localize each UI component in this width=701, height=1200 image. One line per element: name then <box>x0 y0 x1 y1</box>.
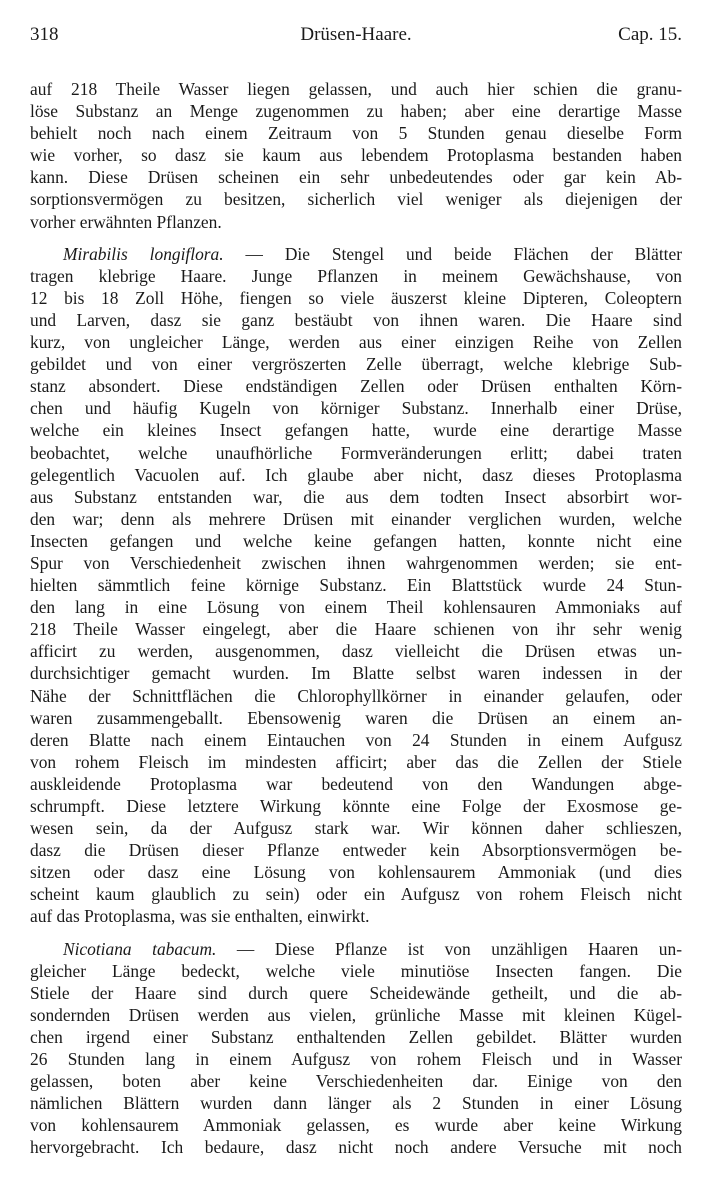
text-line: kurz, von ungleicher Länge, werden aus einer einzigen Reihe von Zellen <box>30 332 682 353</box>
text-fragment: — Die Stengel und beide Flächen der Blätter <box>223 243 682 264</box>
page-number: 318 <box>30 24 59 45</box>
text-line: den war; denn als mehrere Drüsen mit einander verglichen wurden, welche <box>30 508 682 529</box>
page-body <box>30 78 682 1159</box>
text-line: und Larven, dasz sie ganz bestäubt von ihnen waren. Die Haare sind <box>30 309 682 330</box>
text-line: stanz absondert. Diese endständigen Zellen oder Drüsen enthalten Körn- <box>30 376 682 397</box>
text-line: schrumpft. Diese letztere Wirkung könnte eine Folge der Exosmose ge- <box>30 796 682 816</box>
text-line: Stiele der Haare sind durch quere Scheidewände getheilt, und die ab- <box>30 982 682 1003</box>
text-line: aus Substanz entstanden war, die aus dem todten Insect absorbirt wor- <box>30 486 682 507</box>
text-line: auskleidende Protoplasma war bedeutend von den Wandungen abge- <box>30 773 682 794</box>
text-line: tragen klebrige Haare. Junge Pflanzen in meinem Gewächshause, von <box>30 265 682 286</box>
text-line: chen und häufig Kugeln von körniger Substanz. Innerhalb einer Drüse, <box>30 398 682 419</box>
paragraph-mirabilis <box>30 243 682 928</box>
page-header <box>30 24 682 52</box>
text-line: auf 218 Theile Wasser liegen gelassen, und auch hier schien die granu- <box>30 79 682 99</box>
text-line: wesen sein, da der Aufgusz stark war. Wir können daher schlieszen, <box>30 818 682 839</box>
text-line: hervorgebracht. Ich bedaure, dasz nicht noch andere Versuche mit noch <box>30 1137 682 1158</box>
text-line: vorher erwähnten Pflanzen. <box>30 211 222 232</box>
text-line: nämlichen Blättern wurden dann länger als 2 Stunden in einer Lösung <box>30 1093 682 1114</box>
text-line: gleicher Länge bedeckt, welche viele minutiöse Insecten fangen. Die <box>30 960 682 981</box>
text-line: auf das Protoplasma, was sie enthalten, einwirkt. <box>30 906 370 927</box>
text-line: hielten sämmtlich feine körnige Substanz. Ein Blattstück wurde 24 Stun- <box>30 575 682 596</box>
text-line: sondernden Drüsen werden aus vielen, grünliche Masse mit kleinen Kügel- <box>30 1004 682 1025</box>
text-line: gebildet und von einer vergröszerten Zelle überragt, welche klebrige Sub- <box>30 354 682 375</box>
text-line: durchsichtiger gemacht wurden. Im Blatte selbst waren indessen in der <box>30 663 682 684</box>
paragraph-continuation <box>30 78 682 233</box>
text-line: Nähe der Schnittflächen die Chlorophyllkörner in einander gelaufen, oder <box>30 685 682 706</box>
text-line: afficirt zu werden, ausgenommen, dasz vielleicht die Drüsen etwas un- <box>30 641 682 662</box>
text-line: Spur von Verschiedenheit zwischen ihnen wahrgenommen werden; sie ent- <box>30 552 682 573</box>
text-line: deren Blatte nach einem Eintauchen von 24 Stunden in einem Aufgusz <box>30 729 682 750</box>
text-line: sitzen oder dasz eine Lösung von kohlensaurem Ammoniak (und dies <box>30 862 682 883</box>
text-line: scheint kaum glaublich zu sein) oder ein Aufgusz von rohem Fleisch nicht <box>30 884 682 905</box>
text-line: 12 bis 18 Zoll Höhe, fiengen so viele äuszerst kleine Dipteren, Coleoptern <box>30 287 682 308</box>
text-line: den lang in eine Lösung von einem Theil kohlensauren Ammoniaks auf <box>30 597 682 618</box>
text-line: behielt noch nach einem Zeitraum von 5 Stunden genau dieselbe Form <box>30 123 682 144</box>
text-line: Insecten gefangen und welche keine gefangen hatten, konnte nicht eine <box>30 530 682 551</box>
text-line: chen irgend einer Substanz enthaltenden Zellen gebildet. Blätter wurden <box>30 1026 682 1047</box>
book-page <box>30 24 682 1159</box>
text-line: löse Substanz an Menge zugenommen zu haben; aber eine derartige Masse <box>30 101 682 122</box>
text-line <box>30 243 682 265</box>
text-line: dasz die Drüsen dieser Pflanze entweder kein Absorptionsvermögen be- <box>30 840 682 861</box>
text-line: von rohem Fleisch im mindesten afficirt; aber das die Zellen der Stiele <box>30 751 682 772</box>
text-line: gelegentlich Vacuolen auf. Ich glaube aber nicht, dasz dieses Protoplasma <box>30 464 682 485</box>
species-name: Mirabilis longiflora. <box>63 243 224 264</box>
text-line: kann. Diese Drüsen scheinen ein sehr unbedeutendes oder gar kein Ab- <box>30 167 682 188</box>
chapter-label: Cap. 15. <box>618 24 682 45</box>
text-line: gelassen, boten aber keine Verschiedenheiten dar. Einige von den <box>30 1071 682 1092</box>
text-line: von kohlensaurem Ammoniak gelassen, es wurde aber keine Wirkung <box>30 1115 682 1136</box>
text-fragment: — Diese Pflanze ist von unzähligen Haaren un- <box>216 938 682 959</box>
text-line: beobachtet, welche unaufhörliche Formveränderungen erlitt; dabei traten <box>30 442 682 463</box>
running-title: Drüsen-Haare. <box>300 24 412 45</box>
text-line: wie vorher, so dasz sie kaum aus lebendem Protoplasma bestanden haben <box>30 145 682 166</box>
text-line: 26 Stunden lang in einem Aufgusz von rohem Fleisch und in Wasser <box>30 1049 682 1070</box>
text-line <box>30 938 682 960</box>
species-name: Nicotiana tabacum. <box>63 938 217 959</box>
text-line: 218 Theile Wasser eingelegt, aber die Haare schienen von ihr sehr wenig <box>30 619 682 640</box>
text-line: sorptionsvermögen zu besitzen, sicherlich viel weniger als diejenigen der <box>30 189 682 210</box>
text-line: welche ein kleines Insect gefangen hatte, wurde eine derartige Masse <box>30 420 682 441</box>
text-line: waren zusammengeballt. Ebensowenig waren die Drüsen an einem an- <box>30 707 682 728</box>
paragraph-nicotiana <box>30 938 682 1159</box>
